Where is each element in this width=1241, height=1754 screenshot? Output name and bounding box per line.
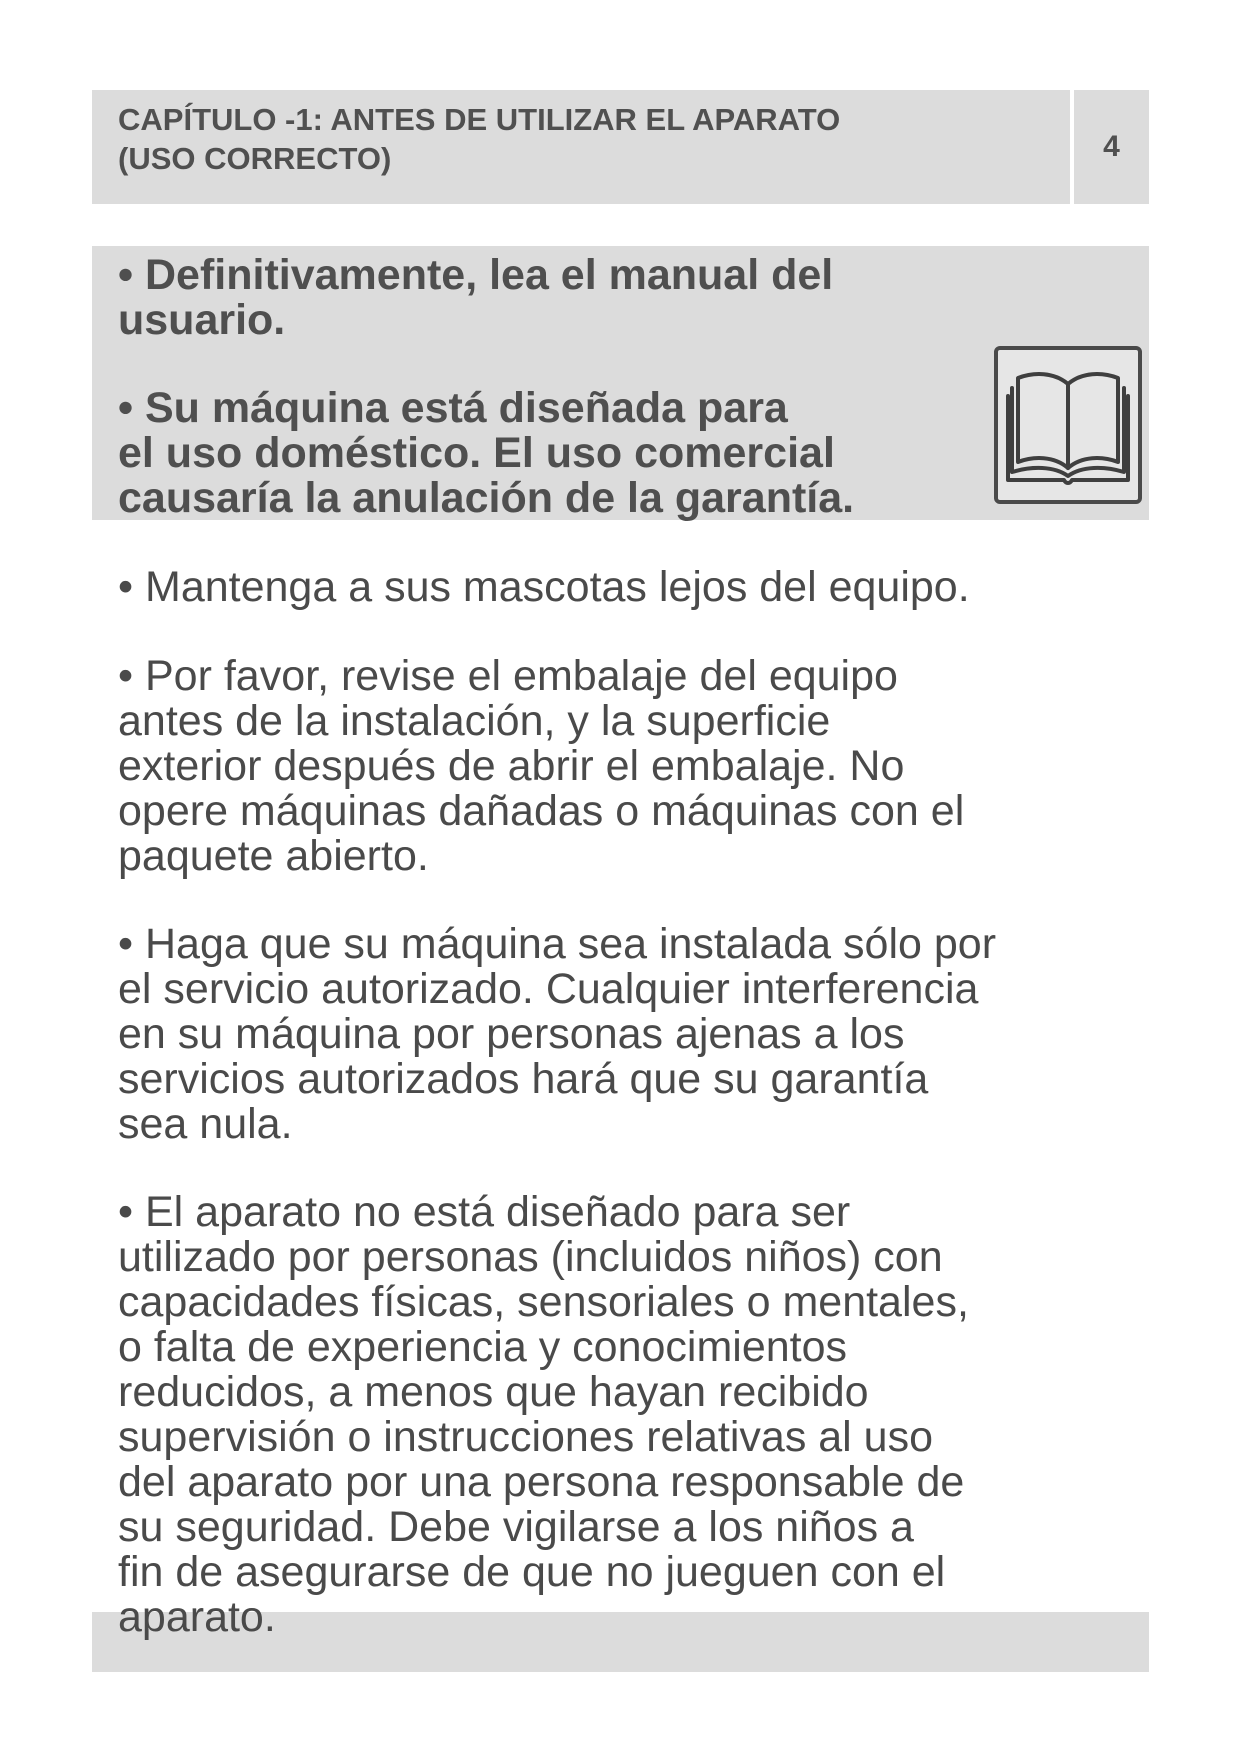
text-line: sea nula.	[118, 1100, 293, 1148]
text-line: • Su máquina está diseñada para	[118, 384, 788, 432]
text-line: reducidos, a menos que hayan recibido	[118, 1368, 869, 1416]
text-line: fin de asegurarse de que no jueguen con el	[118, 1548, 946, 1596]
text-line: antes de la instalación, y la superficie	[118, 697, 831, 745]
text-line: exterior después de abrir el embalaje. No	[118, 742, 905, 790]
text-line: servicios autorizados hará que su garantía	[118, 1055, 929, 1103]
highlight-box	[92, 246, 1149, 520]
text-line: su seguridad. Debe vigilarse a los niños a	[118, 1503, 914, 1551]
chapter-title-line: CAPÍTULO -1: ANTES DE UTILIZAR EL APARATO	[118, 102, 841, 137]
highlight-paragraph	[118, 386, 854, 521]
body-paragraph	[118, 922, 996, 1147]
text-line: del aparato por una persona responsable de	[118, 1458, 965, 1506]
text-line: el servicio autorizado. Cualquier interferencia	[118, 965, 979, 1013]
chapter-title-line: (USO CORRECTO)	[118, 141, 392, 176]
text-line: paquete abierto.	[118, 832, 429, 880]
text-line: aparato.	[118, 1593, 276, 1641]
highlight-paragraph	[118, 253, 833, 343]
text-line: • Haga que su máquina sea instalada sólo por	[118, 920, 997, 968]
open-book-icon	[994, 346, 1142, 504]
text-line: • Mantenga a sus mascotas lejos del equipo.	[118, 563, 970, 611]
text-line: capacidades físicas, sensoriales o mentales,	[118, 1278, 969, 1326]
text-line: opere máquinas dañadas o máquinas con el	[118, 787, 965, 835]
text-line: utilizado por personas (incluidos niños) con	[118, 1233, 943, 1281]
body-paragraph	[118, 1190, 969, 1640]
text-line: • Definitivamente, lea el manual del	[118, 251, 834, 299]
text-line: supervisión o instrucciones relativas al uso	[118, 1413, 934, 1461]
page-number: 4	[1103, 130, 1120, 163]
body-paragraph	[118, 565, 970, 610]
text-line: • El aparato no está diseñado para ser	[118, 1188, 851, 1236]
text-line: causaría la anulación de la garantía.	[118, 474, 855, 522]
text-line: usuario.	[118, 296, 286, 344]
page-number-box	[1074, 90, 1149, 204]
body-paragraph	[118, 654, 964, 879]
text-line: o falta de experiencia y conocimientos	[118, 1323, 848, 1371]
text-line: el uso doméstico. El uso comercial	[118, 429, 835, 477]
chapter-title	[118, 100, 840, 178]
chapter-header	[92, 90, 1070, 204]
text-line: en su máquina por personas ajenas a los	[118, 1010, 905, 1058]
text-line: • Por favor, revise el embalaje del equipo	[118, 652, 898, 700]
